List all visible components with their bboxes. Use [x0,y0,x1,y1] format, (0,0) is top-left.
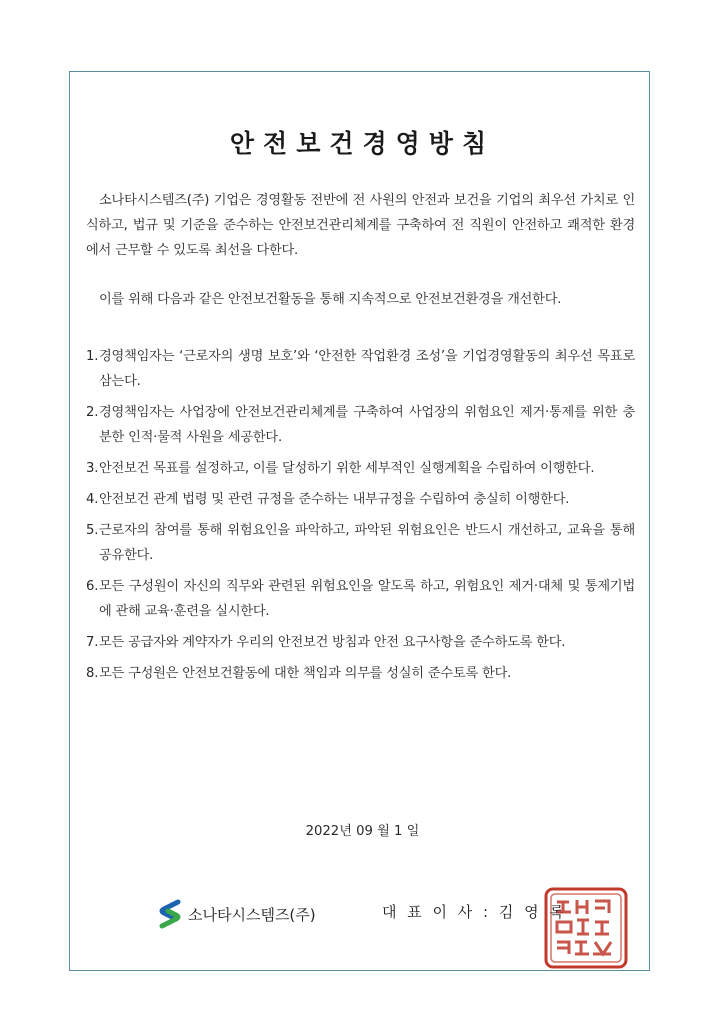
policy-item-number: 1. [86,349,99,364]
policy-item-text: 경영책임자는 ‘근로자의 생명 보호’와 ‘안전한 작업환경 조성’을 기업경영활동의 최우선 목표로 삼는다. [99,349,635,389]
policy-item-text: 모든 구성원이 자신의 직무와 관련된 위험요인을 알도록 하고, 위험요인 제거·대체 및 통제기법에 관해 교육·훈련을 실시한다. [99,579,635,619]
sonata-s-logo-icon [158,899,182,929]
policy-item [86,518,635,568]
policy-item-number: 3. [86,461,99,476]
intro-paragraph: 소나타시스템즈(주) 기업은 경영활동 전반에 전 사원의 안전과 보건을 기업의 최우선 가치로 인식하고, 법규 및 기준을 준수하는 안전보건관리체계를 구축하여 전 직원이 안전하고 쾌적한 환경에서 근무할 수 있도록 최선을 다한다. [86,193,635,258]
policy-item [86,400,635,450]
policy-item [86,487,635,512]
policy-item [86,574,635,624]
company-signature [158,899,316,929]
policy-item [86,661,635,686]
policy-item-text: 안전보건 관계 법령 및 관련 규정을 준수하는 내부규정을 수립하여 충실히 이행한다. [99,492,570,507]
policy-item-text: 근로자의 참여를 통해 위험요인을 파악하고, 파악된 위험요인은 반드시 개선하고, 교육을 통해 공유한다. [99,523,635,563]
document-date: 2022년 09 월 1 일 [305,824,420,839]
policy-item-text: 안전보건 목표를 설정하고, 이를 달성하기 위한 세부적인 실행계획을 수립하여 이행한다. [99,461,595,476]
ceo-signature-line: 대 표 이 사 : 김 영 록 [382,903,567,921]
policy-item-text: 경영책임자는 사업장에 안전보건관리체계를 구축하여 사업장의 위험요인 제거·통제를 위한 충분한 인적·물적 사원을 세공한다. [99,405,635,445]
policy-item-number: 8. [86,666,99,681]
policy-item [86,456,635,481]
policy-item-number: 4. [86,492,99,507]
policy-item-number: 5. [86,523,99,538]
policy-item-number: 2. [86,405,99,420]
company-seal-icon [543,886,629,970]
policy-item-text: 모든 공급자와 계약자가 우리의 안전보건 방침과 안전 요구사항을 준수하도록 한다. [99,635,566,650]
policy-item-number: 7. [86,635,99,650]
document-title: 안전보건경영방침 [229,129,496,158]
policy-item-text: 모든 구성원은 안전보건활동에 대한 책임과 의무를 성실히 준수토록 한다. [99,666,512,681]
policy-item [86,344,635,394]
policy-list [86,344,635,692]
policy-item [86,630,635,655]
policy-item-number: 6. [86,579,99,594]
lead-paragraph: 이를 위해 다음과 같은 안전보건활동을 통해 지속적으로 안전보건환경을 개선한다. [99,292,562,307]
company-name: 소나타시스템즈(주) [188,905,316,924]
